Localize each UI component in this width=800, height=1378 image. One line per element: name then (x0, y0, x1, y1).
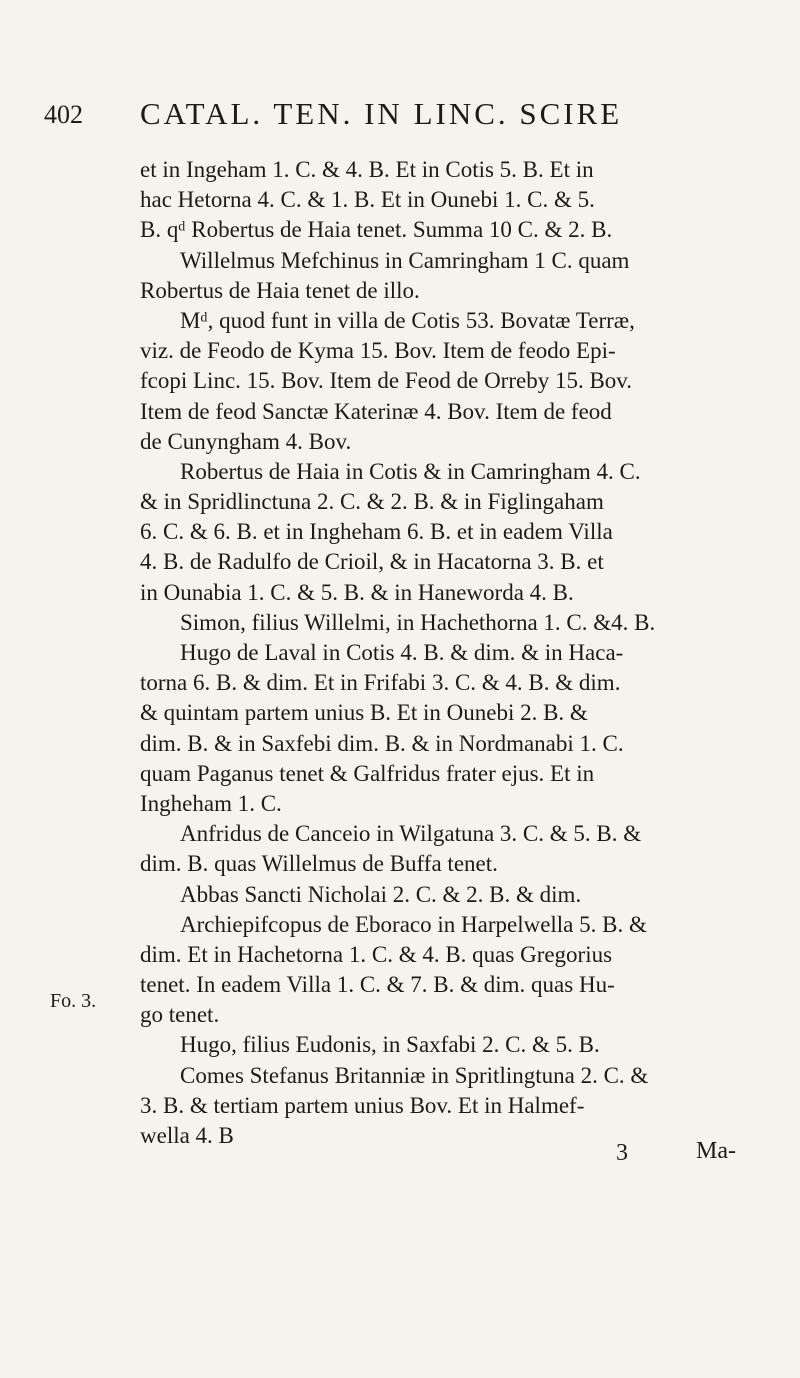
text-line: Ingheham 1. C. (140, 790, 282, 816)
text-line: Robertus de Haia tenet de illo. (140, 277, 420, 303)
text-line: wella 4. B (140, 1123, 234, 1148)
signature-mark: 3 (616, 1140, 628, 1166)
margin-note: Fo. 3. (50, 990, 97, 1012)
text-line: Archiepifcopus de Eboraco in Harpelwella 5. B. & (180, 911, 647, 937)
catchword: Ma- (696, 1138, 736, 1164)
text-line: fcopi Linc. 15. Bov. Item de Feod de Orreby 15. Bov. (140, 368, 633, 394)
text-line: torna 6. B. & dim. Et in Frifabi 3. C. & 4. B. & dim. (140, 670, 621, 696)
text-line: B. qᵈ Robertus de Haia tenet. Summa 10 C. & 2. B. (140, 217, 613, 243)
text-line: Willelmus Mefchinus in Camringham 1 C. quam (180, 247, 630, 273)
text-line: dim. B. quas Willelmus de Buffa tenet. (140, 851, 498, 877)
text-line: Hugo, filius Eudonis, in Saxfabi 2. C. & 5. B. (180, 1032, 600, 1058)
text-line: tenet. In eadem Villa 1. C. & 7. B. & dim. quas Hu- (140, 972, 615, 998)
text-line: & in Spridlinctuna 2. C. & 2. B. & in Figlingaham (140, 489, 604, 515)
text-line: Robertus de Haia in Cotis & in Camringham 4. C. (180, 458, 641, 484)
text-line: dim. B. & in Saxfebi dim. B. & in Nordmanabi 1. C. (140, 730, 624, 756)
text-line: Hugo de Laval in Cotis 4. B. & dim. & in Haca- (180, 640, 624, 665)
text-line: Simon, filius Willelmi, in Hachethorna 1. C. &4. B. (180, 609, 656, 635)
text-line: 6. C. & 6. B. et in Ingheham 6. B. et in eadem Villa (140, 519, 613, 545)
body-text (140, 155, 780, 1151)
text-line: de Cunyngham 4. Bov. (140, 428, 352, 454)
text-line: hac Hetorna 4. C. & 1. B. Et in Ounebi 1. C. & 5. (140, 187, 595, 213)
text-line: 4. B. de Radulfo de Crioil, & in Hacatorna 3. B. et (140, 549, 604, 575)
text-line: Mᵈ, quod funt in villa de Cotis 53. Bovatæ Terræ, (180, 307, 635, 333)
text-line: Item de feod Sanctæ Katerinæ 4. Bov. Item de feod (140, 398, 612, 424)
running-head: CATAL. TEN. IN LINC. SCIRE (140, 96, 623, 131)
text-line: Abbas Sancti Nicholai 2. C. & 2. B. & dim. (180, 881, 582, 907)
page-number: 402 (44, 100, 83, 129)
text-line: viz. de Feodo de Kyma 15. Bov. Item de feodo Epi- (140, 338, 616, 364)
text-line: Comes Stefanus Britanniæ in Spritlingtuna 2. C. & (180, 1062, 649, 1088)
text-line: & quintam partem unius B. Et in Ounebi 2. B. & (140, 700, 588, 726)
text-line: 3. B. & tertiam partem unius Bov. Et in Halmef- (140, 1092, 585, 1118)
text-line: go tenet. (140, 1002, 220, 1028)
text-line: quam Paganus tenet & Galfridus frater ejus. Et in (140, 760, 595, 786)
text-line: et in Ingeham 1. C. & 4. B. Et in Cotis 5. B. Et in (140, 157, 594, 182)
text-line: in Ounabia 1. C. & 5. B. & in Haneworda 4. B. (140, 579, 574, 605)
text-line: Anfridus de Canceio in Wilgatuna 3. C. & 5. B. & (180, 821, 642, 847)
text-line: dim. Et in Hachetorna 1. C. & 4. B. quas Gregorius (140, 941, 613, 967)
